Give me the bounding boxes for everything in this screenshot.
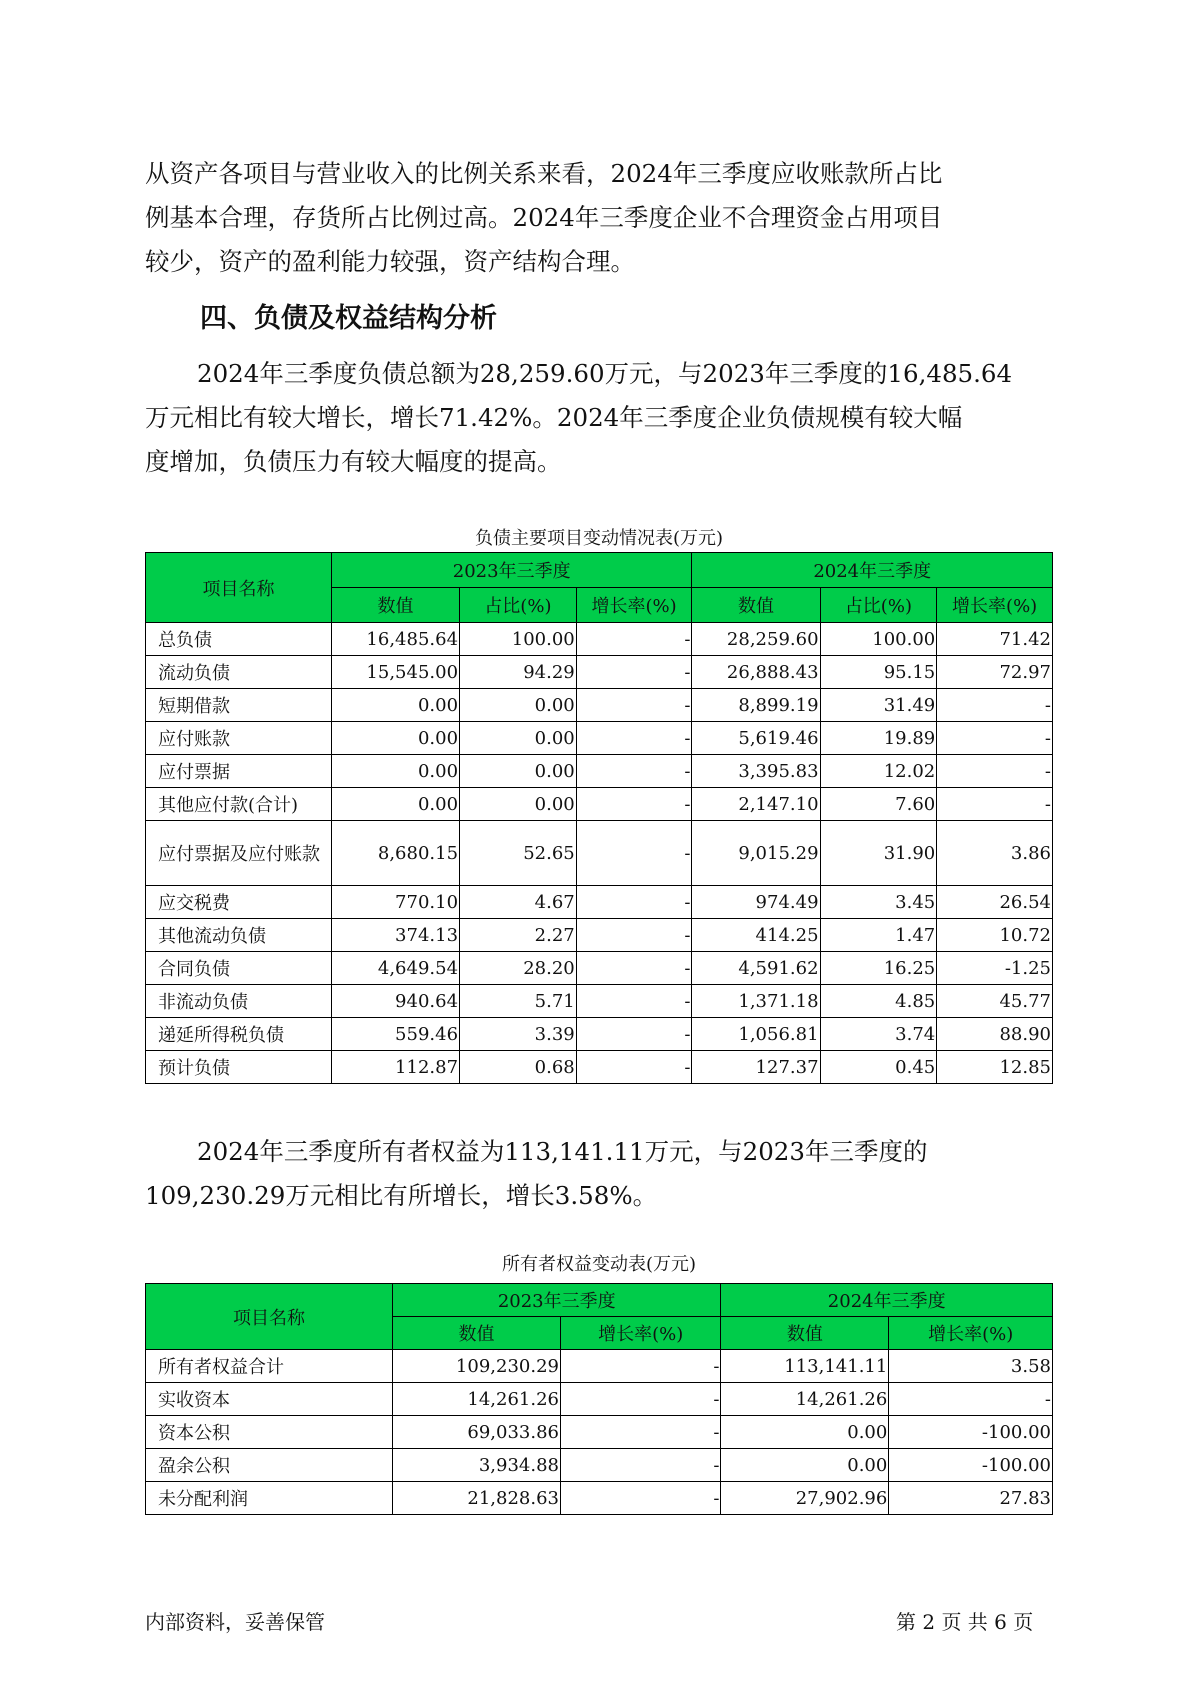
cell-value: 3.86 — [937, 821, 1053, 886]
cell-value: - — [889, 1383, 1053, 1416]
cell-value: - — [560, 1416, 720, 1449]
header-share: 占比(%) — [460, 588, 577, 623]
cell-value: - — [576, 919, 692, 952]
header-period-2023: 2023年三季度 — [393, 1284, 721, 1317]
cell-value: 3.39 — [460, 1018, 577, 1051]
cell-value: 100.00 — [820, 623, 937, 656]
row-label: 总负债 — [146, 623, 332, 656]
cell-value: 559.46 — [331, 1018, 459, 1051]
cell-value: -100.00 — [889, 1449, 1053, 1482]
cell-value: 414.25 — [692, 919, 820, 952]
row-label: 递延所得税负债 — [146, 1018, 332, 1051]
table-row — [146, 919, 1053, 952]
cell-value: 0.00 — [331, 689, 459, 722]
cell-value: - — [576, 623, 692, 656]
liabilities-table — [145, 552, 1053, 1084]
cell-value: 127.37 — [692, 1051, 820, 1084]
cell-value: - — [576, 788, 692, 821]
header-value: 数值 — [721, 1317, 889, 1350]
row-label: 所有者权益合计 — [146, 1350, 393, 1383]
table-row — [146, 689, 1053, 722]
cell-value: 4.67 — [460, 886, 577, 919]
cell-value: 15,545.00 — [331, 656, 459, 689]
cell-value: - — [560, 1383, 720, 1416]
cell-value: - — [576, 656, 692, 689]
table-row — [146, 952, 1053, 985]
header-item-name: 项目名称 — [146, 553, 332, 623]
cell-value: 0.68 — [460, 1051, 577, 1084]
text-line: 109,230.29万元相比有所增长，增长3.58%。 — [145, 1181, 658, 1210]
row-label: 盈余公积 — [146, 1449, 393, 1482]
cell-value: 7.60 — [820, 788, 937, 821]
row-label: 未分配利润 — [146, 1482, 393, 1515]
cell-value: 19.89 — [820, 722, 937, 755]
cell-value: - — [560, 1449, 720, 1482]
cell-value: 112.87 — [331, 1051, 459, 1084]
cell-value: 0.00 — [721, 1449, 889, 1482]
cell-value: 8,899.19 — [692, 689, 820, 722]
cell-value: 28.20 — [460, 952, 577, 985]
cell-value: 1.47 — [820, 919, 937, 952]
row-label: 其他流动负债 — [146, 919, 332, 952]
text-line: 万元相比有较大增长，增长71.42%。2024年三季度企业负债规模有较大幅 — [145, 403, 963, 432]
header-value: 数值 — [393, 1317, 561, 1350]
section-heading: 四、负债及权益结构分析 — [200, 303, 497, 334]
text-line: 2024年三季度负债总额为28,259.60万元，与2023年三季度的16,485.64 — [197, 359, 1013, 388]
cell-value: 2.27 — [460, 919, 577, 952]
cell-value: 4,591.62 — [692, 952, 820, 985]
header-period-2023: 2023年三季度 — [331, 553, 692, 588]
row-label: 应交税费 — [146, 886, 332, 919]
cell-value: 974.49 — [692, 886, 820, 919]
cell-value: 8,680.15 — [331, 821, 459, 886]
header-share: 占比(%) — [820, 588, 937, 623]
row-label: 资本公积 — [146, 1416, 393, 1449]
cell-value: - — [937, 755, 1053, 788]
cell-value: 31.90 — [820, 821, 937, 886]
cell-value: 26.54 — [937, 886, 1053, 919]
table-row — [146, 623, 1053, 656]
table-row — [146, 722, 1053, 755]
cell-value: 16,485.64 — [331, 623, 459, 656]
table-row — [146, 656, 1053, 689]
table-row — [146, 886, 1053, 919]
cell-value: -100.00 — [889, 1416, 1053, 1449]
header-growth: 增长率(%) — [576, 588, 692, 623]
cell-value: - — [576, 755, 692, 788]
cell-value: 27,902.96 — [721, 1482, 889, 1515]
cell-value: 0.00 — [460, 755, 577, 788]
cell-value: - — [576, 985, 692, 1018]
cell-value: 3.58 — [889, 1350, 1053, 1383]
cell-value: 52.65 — [460, 821, 577, 886]
cell-value: 0.00 — [460, 788, 577, 821]
paragraph-equity — [145, 1130, 1045, 1218]
header-value: 数值 — [692, 588, 820, 623]
row-label: 短期借款 — [146, 689, 332, 722]
cell-value: 100.00 — [460, 623, 577, 656]
text-line: 度增加，负债压力有较大幅度的提高。 — [145, 447, 562, 476]
text-line: 从资产各项目与营业收入的比例关系来看，2024年三季度应收账款所占比 — [145, 159, 943, 188]
cell-value: 770.10 — [331, 886, 459, 919]
cell-value: 113,141.11 — [721, 1350, 889, 1383]
table-row — [146, 1482, 1053, 1515]
table-row — [146, 821, 1053, 886]
cell-value: 94.29 — [460, 656, 577, 689]
cell-value: 3,934.88 — [393, 1449, 561, 1482]
header-growth: 增长率(%) — [889, 1317, 1053, 1350]
cell-value: 26,888.43 — [692, 656, 820, 689]
cell-value: - — [576, 1018, 692, 1051]
cell-value: - — [576, 689, 692, 722]
row-label: 应付票据及应付账款 — [146, 821, 332, 886]
header-value: 数值 — [331, 588, 459, 623]
cell-value: - — [560, 1482, 720, 1515]
cell-value: 0.00 — [331, 722, 459, 755]
cell-value: 45.77 — [937, 985, 1053, 1018]
table-row — [146, 1449, 1053, 1482]
cell-value: - — [576, 722, 692, 755]
cell-value: -1.25 — [937, 952, 1053, 985]
header-item-name: 项目名称 — [146, 1284, 393, 1350]
cell-value: 4,649.54 — [331, 952, 459, 985]
cell-value: - — [937, 722, 1053, 755]
table-row — [146, 1383, 1053, 1416]
cell-value: 28,259.60 — [692, 623, 820, 656]
cell-value: - — [576, 821, 692, 886]
cell-value: 12.02 — [820, 755, 937, 788]
cell-value: 374.13 — [331, 919, 459, 952]
cell-value: 88.90 — [937, 1018, 1053, 1051]
cell-value: 16.25 — [820, 952, 937, 985]
cell-value: 95.15 — [820, 656, 937, 689]
row-label: 流动负债 — [146, 656, 332, 689]
text-line: 2024年三季度所有者权益为113,141.11万元，与2023年三季度的 — [197, 1137, 928, 1166]
table-row — [146, 788, 1053, 821]
paragraph-asset-ratio — [145, 152, 1045, 284]
cell-value: 4.85 — [820, 985, 937, 1018]
cell-value: 3.45 — [820, 886, 937, 919]
cell-value: 940.64 — [331, 985, 459, 1018]
header-growth: 增长率(%) — [560, 1317, 720, 1350]
cell-value: 5.71 — [460, 985, 577, 1018]
cell-value: - — [576, 952, 692, 985]
row-label: 其他应付款(合计) — [146, 788, 332, 821]
cell-value: 0.00 — [460, 722, 577, 755]
cell-value: 2,147.10 — [692, 788, 820, 821]
table-row — [146, 755, 1053, 788]
cell-value: - — [937, 689, 1053, 722]
paragraph-liabilities — [145, 352, 1045, 484]
cell-value: 21,828.63 — [393, 1482, 561, 1515]
cell-value: 9,015.29 — [692, 821, 820, 886]
header-period-2024: 2024年三季度 — [692, 553, 1053, 588]
text-line: 例基本合理，存货所占比例过高。2024年三季度企业不合理资金占用项目 — [145, 203, 943, 232]
footer-confidential-note: 内部资料，妥善保管 — [145, 1610, 325, 1634]
cell-value: - — [576, 1051, 692, 1084]
cell-value: - — [576, 886, 692, 919]
table-row — [146, 985, 1053, 1018]
row-label: 应付票据 — [146, 755, 332, 788]
cell-value: 0.00 — [331, 755, 459, 788]
table-row — [146, 1051, 1053, 1084]
table-caption-liabilities: 负债主要项目变动情况表(万元) — [474, 528, 724, 549]
cell-value: 3.74 — [820, 1018, 937, 1051]
cell-value: 1,056.81 — [692, 1018, 820, 1051]
cell-value: 31.49 — [820, 689, 937, 722]
row-label: 预计负债 — [146, 1051, 332, 1084]
cell-value: 0.00 — [721, 1416, 889, 1449]
cell-value: 109,230.29 — [393, 1350, 561, 1383]
equity-table — [145, 1283, 1053, 1515]
table-row — [146, 1018, 1053, 1051]
header-period-2024: 2024年三季度 — [721, 1284, 1053, 1317]
cell-value: 0.00 — [460, 689, 577, 722]
text-line: 较少，资产的盈利能力较强，资产结构合理。 — [145, 247, 635, 276]
cell-value: 69,033.86 — [393, 1416, 561, 1449]
cell-value: 71.42 — [937, 623, 1053, 656]
cell-value: 0.45 — [820, 1051, 937, 1084]
row-label: 应付账款 — [146, 722, 332, 755]
table-caption-equity: 所有者权益变动表(万元) — [501, 1254, 697, 1275]
cell-value: 10.72 — [937, 919, 1053, 952]
cell-value: 12.85 — [937, 1051, 1053, 1084]
row-label: 实收资本 — [146, 1383, 393, 1416]
row-label: 合同负债 — [146, 952, 332, 985]
cell-value: - — [937, 788, 1053, 821]
cell-value: - — [560, 1350, 720, 1383]
table-row — [146, 1350, 1053, 1383]
cell-value: 1,371.18 — [692, 985, 820, 1018]
cell-value: 5,619.46 — [692, 722, 820, 755]
table-row — [146, 1416, 1053, 1449]
cell-value: 27.83 — [889, 1482, 1053, 1515]
header-growth: 增长率(%) — [937, 588, 1053, 623]
cell-value: 0.00 — [331, 788, 459, 821]
cell-value: 72.97 — [937, 656, 1053, 689]
cell-value: 3,395.83 — [692, 755, 820, 788]
cell-value: 14,261.26 — [721, 1383, 889, 1416]
cell-value: 14,261.26 — [393, 1383, 561, 1416]
row-label: 非流动负债 — [146, 985, 332, 1018]
footer-page-number: 第 2 页 共 6 页 — [896, 1610, 1034, 1634]
